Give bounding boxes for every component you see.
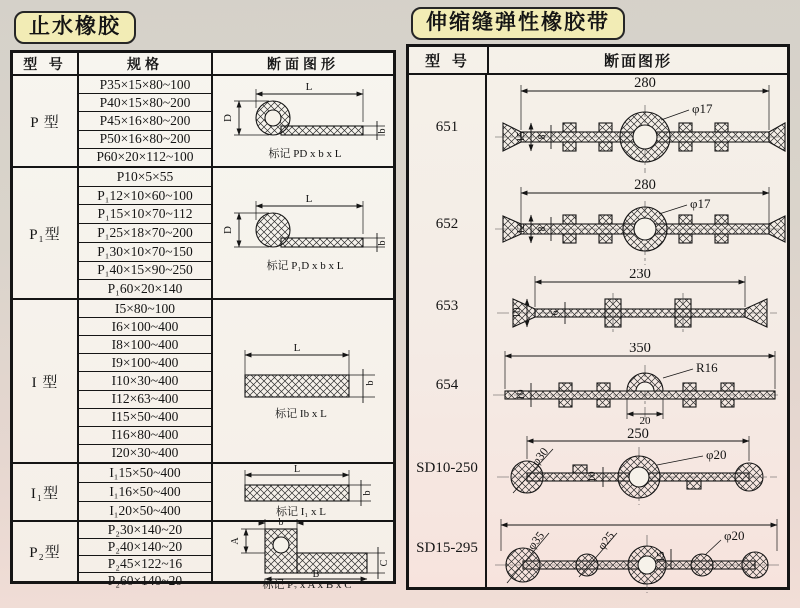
spec-row: P₂45×122~16 [79, 556, 211, 573]
spec-row: I20×30~400 [111, 445, 179, 461]
spec-list [79, 300, 213, 462]
cross-section-diagram-i [213, 300, 393, 462]
dim-width-label: 250 [627, 427, 649, 442]
right-panel-title: 伸缩缝弹性橡胶带 [411, 7, 625, 40]
left-header-diagram: 断面图形 [267, 57, 339, 73]
cross-section-diagram-654 [487, 343, 787, 427]
spec-row: I16×80~400 [79, 427, 211, 445]
dim-d1-label: φ30 [528, 444, 552, 469]
spec-list [79, 464, 213, 520]
spec-row: P₂40×140~20 [79, 539, 211, 556]
left-header-spec: 规格 [79, 53, 213, 74]
right-header-model: 型 号 [409, 47, 489, 73]
spec-row: I₁15×50~400 [79, 464, 211, 483]
cross-section-diagram-653 [487, 269, 787, 343]
model-label: I₁型 [13, 464, 79, 520]
spec-row: P10×5×55 [79, 168, 211, 187]
dim-right-label: b [365, 380, 376, 386]
diagram-caption: 标记 Ib x L [275, 408, 327, 420]
model-label: 652 [435, 215, 459, 232]
dim-d2-label: φ20 [706, 447, 727, 462]
spec-row: I₁16×50~400 [79, 483, 211, 502]
model-label: P₂型 [13, 522, 79, 581]
spec-row: P₁15×10×70~112 [79, 205, 211, 224]
section-p2 [13, 516, 393, 589]
spec-row: I9×100~400 [79, 354, 211, 372]
dim-d2-label: φ25 [594, 528, 618, 553]
section-p [13, 76, 393, 168]
spec-row: P₁40×15×90~250 [79, 262, 211, 281]
dim-right-label: b [377, 128, 388, 134]
cross-section-diagram-i1 [213, 464, 393, 520]
diagram-caption: 标记 PD x b x L [268, 148, 342, 160]
spec-row: P35×15×80~100 [79, 76, 211, 94]
dim-left-label: A [230, 536, 241, 545]
dim-width-label: 230 [629, 269, 651, 282]
right-table-header [409, 47, 787, 75]
dim-h-label: 10 [586, 471, 598, 483]
spec-list [79, 522, 213, 588]
dim-diameter-label: φ17 [692, 101, 713, 116]
spec-row: P40×15×80~200 [79, 94, 211, 112]
dim-top-label: L [305, 81, 313, 93]
spec-row: P60×20×112~100 [96, 149, 194, 165]
diagram-caption: 标记 I₁ x L [276, 506, 326, 518]
left-panel-title: 止水橡胶 [14, 11, 136, 44]
section-i [13, 300, 393, 464]
diagram-caption: 标记 P₂ x A x B x C [262, 578, 352, 589]
model-label: I 型 [13, 300, 79, 462]
model-label: P₁型 [13, 168, 79, 298]
dim-bottom-label: 20 [639, 415, 651, 427]
waterstop-rubber-table [10, 50, 396, 589]
spec-row: P₁30×10×70~150 [79, 243, 211, 262]
spec-row: I12×63~400 [79, 391, 211, 409]
dim-d3-label: φ20 [724, 528, 745, 543]
cross-section-diagram-sd10-250 [487, 427, 787, 509]
section-i1 [13, 464, 393, 522]
model-label: SD15-295 [416, 539, 478, 556]
right-header-diagram: 断面图形 [603, 53, 672, 70]
model-label: 651 [435, 118, 459, 135]
dim-top-label: L [293, 465, 301, 475]
cross-section-diagram-651 [487, 75, 787, 179]
spec-row: P50×16×80~200 [79, 131, 211, 149]
dim-h-label: 15 [655, 551, 667, 563]
dim-diameter-label: φ17 [690, 196, 711, 211]
dim-inner-label: 6 [550, 310, 561, 316]
dim-outer-label: 10 [511, 307, 523, 319]
dim-right-label: C [379, 559, 390, 566]
cross-section-diagram-652 [487, 179, 787, 269]
spec-row: P₁25×18×70~200 [79, 224, 211, 243]
spec-row: I10×30~400 [79, 372, 211, 390]
dim-radius-label: R16 [696, 360, 718, 375]
left-header-model: 型 号 [13, 53, 79, 74]
cross-section-diagram-p1 [213, 168, 393, 298]
dim-right-label: b [362, 490, 373, 496]
dim-left-label: 10 [515, 389, 527, 401]
spec-list [79, 76, 213, 166]
right-diagram-column [487, 75, 787, 587]
dim-top-label: L [305, 193, 313, 205]
cross-section-diagram-sd15-295 [487, 509, 787, 595]
right-model-column [409, 75, 487, 587]
cross-section-diagram-p2 [213, 516, 393, 589]
model-label: P 型 [13, 76, 79, 166]
spec-row: P₂30×140~20 [79, 522, 211, 539]
right-table-body [409, 75, 787, 587]
dim-d1-label: φ35 [524, 528, 548, 553]
spec-row: I15×50~400 [79, 409, 211, 427]
spec-row: P₁12×10×60~100 [79, 187, 211, 206]
expansion-joint-rubber-table [406, 44, 790, 590]
dim-top-label: b [278, 516, 284, 528]
dim-outer-label: 12 [515, 223, 527, 235]
spec-row: P₁60×20×140 [107, 281, 183, 297]
dim-inner-label: 8 [537, 134, 548, 140]
model-label: 654 [435, 376, 459, 393]
dim-bottom-label: B [312, 568, 320, 580]
spec-row: I5×80~100 [79, 300, 211, 318]
model-label: SD10-250 [416, 459, 478, 476]
dim-left-label: D [222, 226, 234, 234]
spec-row: I8×100~400 [79, 336, 211, 354]
dim-width-label: 350 [629, 343, 651, 356]
dim-top-label: L [293, 342, 301, 354]
diagram-caption: 标记 P₁D x b x L [266, 260, 344, 272]
dim-width-label: 280 [634, 179, 656, 193]
dim-outer-label: 15 [515, 131, 527, 143]
spec-list [79, 168, 213, 298]
model-label: 653 [435, 297, 459, 314]
left-table-header [13, 53, 393, 76]
cross-section-diagram-p [213, 76, 393, 166]
spec-row: I6×100~400 [79, 318, 211, 336]
spec-row: P₂60×140~20 [107, 573, 183, 588]
spec-row: P45×16×80~200 [79, 112, 211, 130]
dim-left-label: D [222, 114, 234, 122]
dim-inner-label: 8 [537, 226, 548, 232]
dim-right-label: b [377, 240, 388, 246]
section-p1 [13, 168, 393, 300]
spec-row: I₁20×50~400 [109, 503, 181, 518]
dim-width-label: 280 [634, 75, 656, 91]
